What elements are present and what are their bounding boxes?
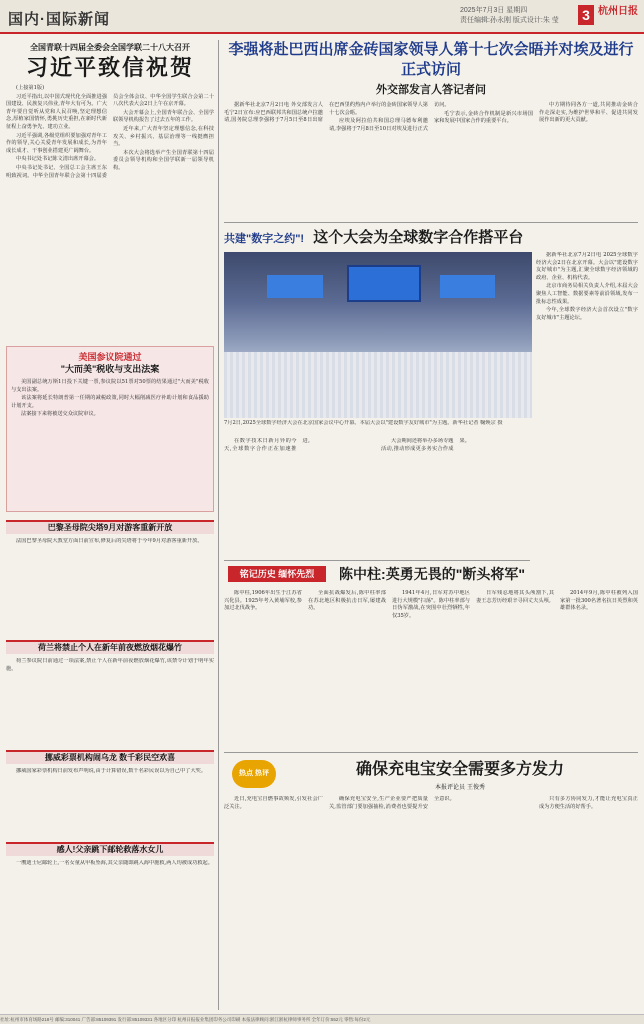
lead-paragraph: 毛宁表示,金砖合作机制是新兴市场国家和发展中国家合作的重要平台。 (434, 110, 533, 125)
lead-paragraph: 中方期待同各方一道,共同推动金砖合作走深走实,为维护世界和平、促进共同发展作出新的更大贡献。 (539, 102, 638, 124)
lead-subtitle: 外交部发言人答记者问 (376, 84, 486, 96)
lead-paragraph: 据新华社北京7月2日电 外交部发言人毛宁2日宣布:应巴西联邦共和国总统卢拉邀请,国务院总理李强将于7月5日至8日出席在巴西里约热内卢举行的金砖国家领导人第十七次会晤。 (224, 102, 428, 124)
dateline: (上接第1版) (16, 85, 45, 91)
brief-text (6, 768, 214, 840)
lead-paragraph: 应埃及阿拉伯共和国总理马德布利邀请,李强将于7月8日至10日对埃及进行正式访问。 (329, 102, 450, 132)
brief-paragraph: 荷兰参议院日前通过一项法案,禁止个人在新年前夜燃放烟花爆竹,该禁令计划于明年实施。 (6, 658, 214, 672)
pink-box-title: "大而美"税收与支出法案 (60, 364, 160, 374)
story-paragraph: 习近平强调,各级党组织要加强对青年工作的领导,关心关爱青年发展和成长,为青年成长成才、干事创业搭建更广阔舞台。 (6, 132, 107, 154)
digital-paragraph: 今年,全球数字经济大会首次设立"数字友好城市"主题论坛。 (536, 307, 638, 321)
story-paragraph: 中央书记处书记陈文清出席开幕会。 (16, 156, 100, 163)
editorial-badge: 热点 热评 (232, 760, 276, 788)
brief-title: 挪威彩票机构闹乌龙 数千彩民空欢喜 (6, 750, 214, 764)
memorial-paragraph: 陈中柱,1906年出生于江苏省兴化县。1925年考入黄埔军校,参加过北伐战争。 (224, 590, 302, 612)
editor-line: 责任编辑:孙永刚 版式设计:朱 莹 (460, 17, 559, 24)
memorial-paragraph: 全面抗战爆发后,陈中柱率部在苏北地区积极抗击日军,屡建战功。 (308, 590, 386, 612)
digital-headline-block (224, 226, 638, 250)
pink-box-label: 美国参议院通过 (78, 352, 142, 362)
pink-paragraph: 法案接下来将被送交众议院审议。 (21, 411, 99, 418)
story-kicker: 全国青联十四届全委会全国学联二十八大召开 (30, 43, 190, 52)
lead-story (224, 40, 638, 218)
digital-headline: 这个大会为全球数字合作搭平台 (313, 229, 524, 246)
brief-title: 感人!父亲跳下邮轮救落水女儿 (6, 842, 214, 856)
digital-right-column (536, 252, 638, 600)
editorial-paragraph: 近日,充电宝自燃事故频发,引发社会广泛关注。 (224, 796, 323, 810)
section-title: 国内·国际新闻 (8, 11, 110, 28)
digital-paragraph: 据新华社北京7月2日电 2025全球数字经济大会2日在北京开幕。大会以"建设数字友好城市"为主题,汇聚全球数字经济领域的政府、企业、机构代表。 (536, 252, 638, 281)
memorial-paragraph: 2014年9月,陈中柱被列入国家第一批300名著名抗日英烈和英雄群体名录。 (560, 590, 638, 612)
pink-paragraph: 该法案将延长特朗普第一任期的减税政策,同时大幅削减医疗补助计划和食品援助计划开支。 (11, 395, 209, 409)
digital-paragraph: 大会期间还将举办多场专题活动,推动形成更多务实合作成果。 (381, 438, 470, 452)
story-paragraph: 中央书记处书记、全国总工会主席王东明致祝词。中华全国青年联合会第十四届委员会全体会议、中华全国学生联合会第二十八次代表大会2日上午在京开幕。 (6, 93, 214, 179)
memorial-headline: 陈中柱:英勇无畏的"断头将军" (339, 566, 525, 582)
screen-shape (347, 265, 421, 302)
left-story (6, 42, 214, 342)
memorial-paragraph: 日军残忍地将其头颅割下,其妻王志芳历经艰辛寻回丈夫头颅。 (476, 590, 554, 604)
brief-text (6, 860, 214, 1010)
digital-paragraph: 北京市商务局相关负责人介绍,本届大会聚焦人工智能、数据要素等前沿领域,发布一批标志性成果。 (536, 283, 638, 305)
conference-photo (224, 252, 532, 418)
memorial-paragraph: 1941年4月,日军对苏中地区进行大规模"扫荡"。陈中柱率部与日伪军激战,在突围中壮烈牺牲,年仅35岁。 (392, 590, 470, 619)
page-header (0, 0, 644, 34)
digital-paragraph: 在数字技术日新月异的今天,全球数字合作正在加速推进。 (224, 438, 313, 452)
editorial-paragraph: 确保充电宝安全,生产企业要严把质量关,监管部门要加强抽检,消费者也要提升安全意识。 (329, 796, 455, 810)
page-footer: 社址:杭州市体育场路218号 邮编:310041 广告部:85109391 发行部:85109331 各地区分印 杭州日报报业集团印务公司印刷 本报法律顾问:浙江浙杭律师事务所 全年订价:552元 零售:每份2元 (0, 1014, 644, 1024)
column-divider (218, 40, 219, 1010)
lead-headline: 李强将赴巴西出席金砖国家领导人第十七次会晤并对埃及进行正式访问 (228, 41, 634, 78)
brief-paragraph: 挪威国家彩票机构日前发布声明说,由于计算错误,数千名彩民误以为自己中了大奖。 (16, 768, 207, 774)
brief-paragraph: 法国巴黎圣母院大教堂方面日前宣布,修复后的尖塔将于今年9月对游客重新开放。 (16, 538, 203, 544)
brief-title: 巴黎圣母院尖塔9月对游客重新开放 (6, 520, 214, 534)
story-paragraph: 习近平指出,以中国式现代化全面推进强国建设、民族复兴伟业,青年大有可为。广大青年要自觉听从党和人民召唤,坚定理想信念,厚植家国情怀,勇挑历史重担,在新时代新征程上奋勇争先、建功立业。 (6, 93, 107, 130)
story-paragraph: 近年来,广大青年坚定理想信念,在科技攻关、乡村振兴、基层治理等一线挺膺担当。 (113, 125, 214, 148)
editorial-body (224, 796, 638, 1010)
screen-shape (267, 275, 322, 298)
memorial-body (224, 590, 638, 748)
audience-shape (224, 352, 532, 418)
story-headline: 习近平致信祝贺 (25, 55, 194, 80)
editorial-paragraph: 只有多方协同发力,才能让充电宝真正成为方便生活的好帮手。 (539, 796, 638, 810)
digital-body (224, 438, 532, 556)
date-line: 2025年7月3日 星期四 (460, 7, 528, 14)
pink-paragraph: 美国副总统万斯1日投下关键一票,参议院以51票对50票的结果通过"大而美"税收与支出法案。 (11, 379, 209, 393)
screen-shape (440, 275, 495, 298)
brief-title: 荷兰将禁止个人在新年前夜燃放烟花爆竹 (6, 640, 214, 654)
digital-kicker: 共建"数字之约"! (224, 233, 305, 245)
brief-text (6, 658, 214, 748)
photo-caption: 7月2日,2025全球数字经济大会在北京国家会议中心开幕。本届大会以"建设数字友好城市"为主题。新华社记者 鞠焕宗 摄 (224, 420, 503, 426)
brief-paragraph: 一艘迪士尼邮轮上,一名女童从甲板坠海,其父亲随即跳入海中施救,两人均被成功救起。 (16, 860, 213, 866)
pink-box (6, 346, 214, 512)
editorial-headline: 确保充电宝安全需要多方发力 (355, 761, 564, 778)
story-paragraph: 大会开幕会上,全国青年联合会、全国学联领导机构报告了过去五年的工作。 (113, 109, 214, 124)
page-number: 3 (578, 5, 594, 25)
section-divider (224, 222, 638, 223)
memorial-badge: 铭记历史 缅怀先烈 (228, 566, 326, 582)
section-divider (224, 560, 530, 561)
story-paragraph: 本次大会将选举产生全国青联第十四届委员会领导机构和全国学联新一届领导机构。 (113, 149, 214, 171)
editorial-byline: 本报评论员 王俊秀 (435, 784, 485, 791)
brief-text (6, 538, 214, 638)
header-info (460, 6, 559, 26)
section-divider (224, 752, 638, 753)
newspaper-logo: 杭州日报 (598, 6, 638, 17)
